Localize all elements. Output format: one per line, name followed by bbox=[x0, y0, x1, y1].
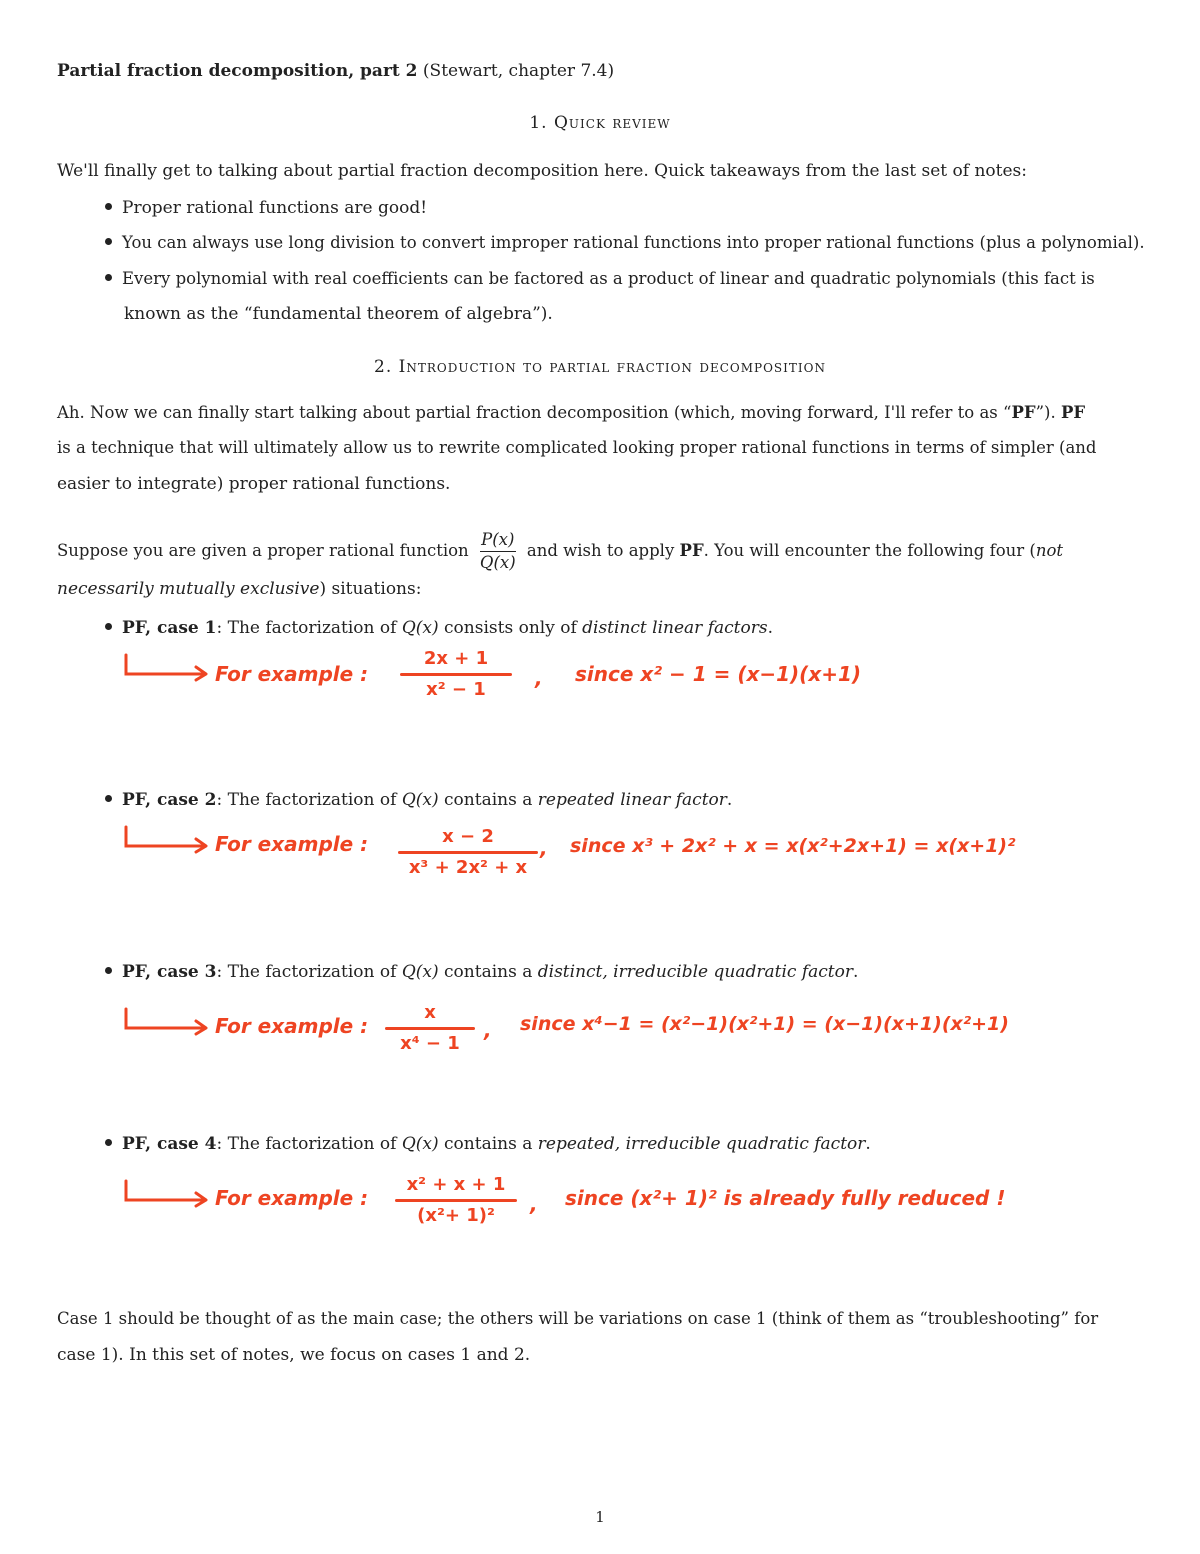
case-label: PF, case 2 bbox=[122, 790, 217, 810]
paragraph-line: Case 1 should be thought of as the main case; the others will be variations on case 1 (think of them as “troubleshooting” for bbox=[57, 1309, 1099, 1328]
paragraph-line: case 1). In this set of notes, we focus on cases 1 and 2. bbox=[57, 1345, 531, 1365]
case-text: . bbox=[865, 1134, 871, 1154]
case-italic: repeated, irreducible quadratic factor bbox=[537, 1134, 866, 1154]
paragraph-line bbox=[57, 402, 1144, 424]
section-1-heading: 1. Quick review bbox=[529, 113, 671, 133]
pf-bold: PF bbox=[1060, 403, 1086, 422]
case-item bbox=[105, 1133, 871, 1155]
bullet-dot bbox=[105, 203, 112, 210]
case-text: contains a bbox=[438, 1134, 538, 1154]
case-qx: Q(x) bbox=[401, 962, 439, 982]
example-since: since (x²+ 1)² is already fully reduced ! bbox=[565, 1186, 1006, 1210]
case-text: . bbox=[726, 790, 733, 810]
document-title bbox=[57, 60, 1144, 82]
para-italic: necessarily mutually exclusive bbox=[57, 579, 320, 599]
case-text: : The factorization of bbox=[216, 962, 402, 982]
case-text: : The factorization of bbox=[216, 790, 402, 810]
case-text: . bbox=[767, 618, 773, 638]
bullet-dot bbox=[105, 623, 112, 630]
fraction-bar bbox=[480, 551, 516, 552]
case-text: : The factorization of bbox=[216, 1134, 402, 1154]
bullet-item bbox=[105, 197, 427, 219]
fraction-bar bbox=[398, 851, 538, 854]
fraction-denominator: Q(x) bbox=[479, 553, 516, 572]
paragraph-line: is a technique that will ultimately allow us to rewrite complicated looking proper rational functions in terms of simpler (and bbox=[57, 438, 1097, 457]
example-denominator: x⁴ − 1 bbox=[400, 1033, 460, 1054]
fraction-bar bbox=[395, 1199, 517, 1202]
section-2-heading: 2. Introduction to partial fraction decomposition bbox=[374, 357, 826, 377]
bullet-text: You can always use long division to convert improper rational functions into proper rational functions (plus a polynomial). bbox=[122, 233, 1145, 252]
example-numerator: x − 2 bbox=[442, 826, 494, 847]
pf-bold: PF bbox=[1011, 403, 1036, 422]
bullet-dot bbox=[105, 795, 112, 802]
para-text: . You will encounter the following four ( bbox=[703, 541, 1036, 560]
example-label: For example : bbox=[215, 1186, 369, 1210]
case-text: contains a bbox=[438, 962, 538, 982]
case-qx: Q(x) bbox=[401, 618, 439, 638]
case-item bbox=[105, 617, 773, 639]
para-text: ”). bbox=[1035, 403, 1056, 422]
example-label: For example : bbox=[215, 1014, 369, 1038]
case-qx: Q(x) bbox=[401, 1134, 439, 1154]
bullet-item bbox=[105, 268, 1095, 290]
case-text: . bbox=[852, 962, 859, 982]
case-qx: Q(x) bbox=[401, 790, 439, 810]
example-comma: , bbox=[530, 1192, 538, 1216]
example-fraction bbox=[395, 1174, 517, 1227]
example-comma: , bbox=[540, 836, 548, 860]
title-bold: Partial fraction decomposition, part 2 bbox=[57, 61, 418, 81]
para-text: and wish to apply bbox=[526, 541, 675, 560]
hand-arrow-icon bbox=[122, 652, 212, 682]
bullet-dot bbox=[105, 1139, 112, 1146]
case-italic: distinct, irreducible quadratic factor bbox=[537, 962, 853, 982]
paragraph-line: easier to integrate) proper rational functions. bbox=[57, 474, 451, 494]
case-item bbox=[105, 789, 732, 811]
case-italic: repeated linear factor bbox=[537, 790, 727, 810]
case-text: contains a bbox=[438, 790, 538, 810]
section-1-intro: We'll finally get to talking about partial fraction decomposition here. Quick takeaways from the last set of notes: bbox=[57, 161, 1028, 181]
case-item bbox=[105, 961, 858, 983]
bullet-text: Proper rational functions are good! bbox=[122, 198, 428, 218]
case-label: PF, case 1 bbox=[122, 618, 217, 638]
para-text: Ah. Now we can finally start talking about partial fraction decomposition (which, moving forward, I'll refer to as “ bbox=[57, 403, 1012, 422]
example-numerator: x² + x + 1 bbox=[406, 1174, 506, 1195]
hand-arrow-icon bbox=[122, 824, 212, 854]
fraction-numerator: P(x) bbox=[481, 530, 515, 549]
para-text: ) situations: bbox=[319, 579, 422, 599]
title-rest: (Stewart, chapter 7.4) bbox=[422, 61, 615, 81]
bullet-dot bbox=[105, 274, 112, 281]
example-since: since x⁴−1 = (x²−1)(x²+1) = (x−1)(x+1)(x²+1) bbox=[520, 1013, 1009, 1035]
case-text: consists only of bbox=[438, 618, 583, 638]
example-fraction bbox=[398, 826, 538, 879]
fraction-bar bbox=[400, 673, 512, 676]
case-italic: distinct linear factors bbox=[582, 618, 768, 638]
example-fraction bbox=[385, 1002, 475, 1055]
bullet-item bbox=[105, 232, 1145, 254]
paragraph-line bbox=[57, 578, 1144, 600]
bullet-continuation: known as the “fundamental theorem of algebra”). bbox=[124, 304, 553, 324]
case-text: : The factorization of bbox=[216, 618, 402, 638]
fraction-p-over-q bbox=[480, 530, 516, 573]
example-since: since x³ + 2x² + x = x(x²+2x+1) = x(x+1)² bbox=[570, 835, 1016, 857]
example-label: For example : bbox=[215, 832, 369, 856]
page-number: 1 bbox=[595, 1508, 605, 1526]
paragraph-line bbox=[57, 530, 1063, 573]
example-fraction bbox=[400, 648, 512, 701]
example-comma: , bbox=[484, 1018, 492, 1042]
bullet-text: Every polynomial with real coefficients can be factored as a product of linear and quadratic polynomials (this fact is bbox=[122, 269, 1095, 288]
fraction-bar bbox=[385, 1027, 475, 1030]
example-label: For example : bbox=[215, 662, 369, 686]
pf-bold: PF bbox=[679, 541, 704, 560]
example-denominator: x³ + 2x² + x bbox=[408, 857, 528, 878]
example-comma: , bbox=[535, 666, 543, 690]
case-label: PF, case 4 bbox=[122, 1134, 217, 1154]
example-numerator: x bbox=[424, 1002, 436, 1023]
para-text: Suppose you are given a proper rational function bbox=[57, 541, 469, 560]
example-denominator: x² − 1 bbox=[426, 679, 486, 700]
hand-arrow-icon bbox=[122, 1178, 212, 1208]
example-denominator: (x²+ 1)² bbox=[417, 1205, 495, 1226]
example-numerator: 2x + 1 bbox=[423, 648, 489, 669]
bullet-dot bbox=[105, 967, 112, 974]
para-italic: not bbox=[1035, 541, 1064, 560]
bullet-dot bbox=[105, 238, 112, 245]
hand-arrow-icon bbox=[122, 1006, 212, 1036]
case-label: PF, case 3 bbox=[122, 962, 217, 982]
example-since: since x² − 1 = (x−1)(x+1) bbox=[575, 662, 862, 686]
